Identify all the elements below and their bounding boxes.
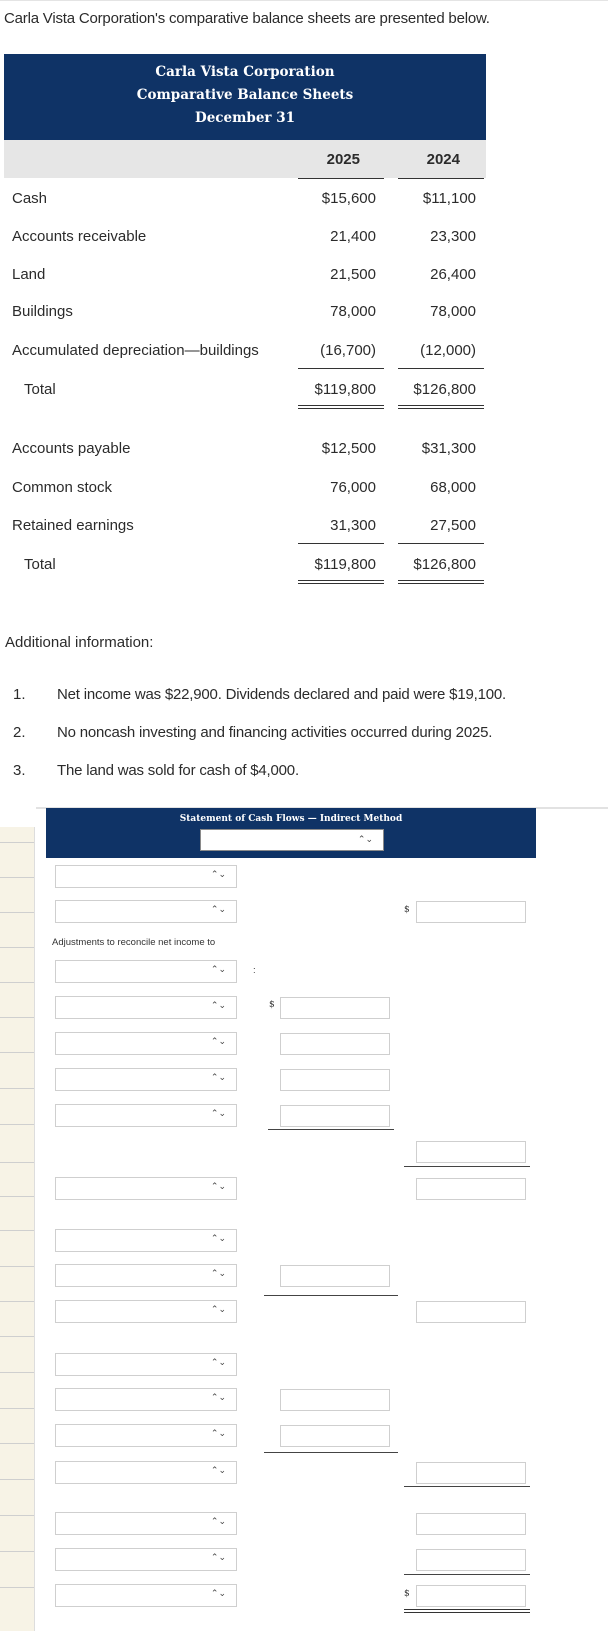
amount-input[interactable] (280, 1389, 390, 1411)
line-item-select[interactable] (55, 960, 237, 983)
subtotal-rule (398, 368, 484, 369)
buildings-2025: 78,000 (330, 303, 376, 320)
total-double-rule (398, 580, 484, 584)
chevron-updown-icon: ⌃⌄ (210, 904, 226, 914)
statement-date: December 31 (194, 110, 296, 126)
line-item-select[interactable] (55, 1264, 237, 1287)
balance-sheet-header (4, 54, 486, 140)
dollar-sign: $ (404, 1589, 410, 1599)
amount-input[interactable] (280, 1069, 390, 1091)
dollar-sign: $ (269, 1000, 275, 1010)
line-item-select[interactable] (55, 1068, 237, 1091)
margin-tick (0, 982, 34, 983)
row-label-buildings: Buildings (12, 303, 73, 320)
margin-tick (0, 1336, 34, 1337)
amount-input[interactable] (416, 1178, 526, 1200)
chevron-updown-icon: ⌃⌄ (210, 1108, 226, 1118)
cash-2024: $11,100 (422, 190, 476, 207)
info-item-number: 1. (13, 686, 26, 703)
subtotal-rule (298, 368, 384, 369)
margin-tick (0, 947, 34, 948)
cash-2025: $15,600 (321, 190, 376, 207)
margin-tick (0, 1266, 34, 1267)
chevron-updown-icon: ⌃⌄ (210, 1000, 226, 1010)
land-2024: 26,400 (430, 266, 476, 283)
re-2024: 27,500 (430, 517, 476, 534)
chevron-updown-icon: ⌃⌄ (210, 1516, 226, 1526)
row-label-accounts-payable: Accounts payable (12, 440, 131, 457)
line-item-select[interactable] (55, 1032, 237, 1055)
cs-2024: 68,000 (430, 479, 476, 496)
margin-tick (0, 842, 34, 843)
row-label-liabilities-total: Total (24, 556, 56, 573)
chevron-updown-icon: ⌃⌄ (210, 1268, 226, 1278)
margin-tick (0, 1017, 34, 1018)
info-item-number: 3. (13, 762, 26, 779)
row-label-accounts-receivable: Accounts receivable (12, 228, 147, 245)
top-divider (0, 0, 608, 1)
cash-flow-title: Statement of Cash Flows — Indirect Method (179, 814, 403, 824)
chevron-updown-icon: ⌃⌄ (210, 1428, 226, 1438)
year-2025-header: 2025 (326, 151, 360, 168)
liab-total-2024: $126,800 (413, 556, 476, 573)
chevron-updown-icon: ⌃⌄ (210, 1465, 226, 1475)
chevron-updown-icon: ⌃⌄ (210, 1233, 226, 1243)
line-item-select[interactable] (55, 996, 237, 1019)
company-name: Carla Vista Corporation (155, 64, 335, 80)
info-item-text: No noncash investing and financing activities occurred during 2025. (57, 724, 493, 741)
margin-tick (0, 1124, 34, 1125)
additional-info-heading: Additional information: (5, 634, 154, 651)
subtotal-underline (404, 1486, 530, 1487)
amount-input[interactable] (416, 1549, 526, 1571)
accum-dep-2024: (12,000) (420, 342, 476, 359)
line-item-select[interactable] (55, 1177, 237, 1200)
total-double-rule (298, 580, 384, 584)
margin-tick (0, 1551, 34, 1552)
ar-2024: 23,300 (430, 228, 476, 245)
column-rule (398, 178, 484, 179)
line-item-select[interactable] (55, 1512, 237, 1535)
amount-input[interactable] (280, 1033, 390, 1055)
margin-tick (0, 1162, 34, 1163)
statement-title: Comparative Balance Sheets (136, 87, 354, 103)
liab-total-2025: $119,800 (314, 556, 376, 573)
dollar-sign: $ (404, 905, 410, 915)
margin-tick (0, 1372, 34, 1373)
subtotal-underline (264, 1452, 398, 1453)
margin-tick (0, 1408, 34, 1409)
amount-input[interactable] (280, 1425, 390, 1447)
margin-tick (0, 1088, 34, 1089)
margin-tick (0, 877, 34, 878)
margin-tick (0, 1587, 34, 1588)
buildings-2024: 78,000 (430, 303, 476, 320)
margin-tick (0, 1515, 34, 1516)
period-select[interactable] (200, 829, 384, 851)
row-label-cash: Cash (12, 190, 48, 207)
assets-total-2024: $126,800 (413, 381, 476, 398)
line-item-select[interactable] (55, 1584, 237, 1607)
subtotal-underline (264, 1295, 398, 1296)
margin-tick (0, 1230, 34, 1231)
row-label-assets-total: Total (24, 381, 56, 398)
chevron-updown-icon: ⌃⌄ (210, 964, 226, 974)
ap-2025: $12,500 (321, 440, 376, 457)
re-2025: 31,300 (330, 517, 376, 534)
subtotal-rule (398, 543, 484, 544)
amount-input[interactable] (280, 1265, 390, 1287)
info-item-number: 2. (13, 724, 26, 741)
line-item-select[interactable] (55, 1229, 237, 1252)
margin-tick (0, 1196, 34, 1197)
row-label-land: Land (12, 266, 46, 283)
amount-input[interactable] (416, 1141, 526, 1163)
row-label-common-stock: Common stock (12, 479, 113, 496)
margin-tick (0, 1301, 34, 1302)
total-double-rule (398, 405, 484, 409)
adjustments-label: Adjustments to reconcile net income to (52, 937, 216, 948)
amount-input[interactable] (416, 1301, 526, 1323)
chevron-updown-icon: ⌃⌄ (210, 1181, 226, 1191)
assets-total-2025: $119,800 (314, 381, 376, 398)
line-item-select[interactable] (55, 865, 237, 888)
line-item-select[interactable] (55, 1424, 237, 1447)
ap-2024: $31,300 (421, 440, 476, 457)
info-item-text: The land was sold for cash of $4,000. (57, 762, 299, 779)
line-item-select[interactable] (55, 1548, 237, 1571)
amount-input[interactable] (416, 1462, 526, 1484)
row-label-accumulated-depreciation: Accumulated depreciation—buildings (12, 342, 259, 359)
chevron-updown-icon: ⌃⌄ (210, 1072, 226, 1082)
subtotal-rule (298, 543, 384, 544)
amount-input[interactable] (416, 1513, 526, 1535)
column-rule (298, 178, 384, 179)
line-item-select[interactable] (55, 1461, 237, 1484)
chevron-updown-icon: ⌃⌄ (210, 1552, 226, 1562)
amount-input[interactable] (416, 901, 526, 923)
intro-text: Carla Vista Corporation's comparative balance sheets are presented below. (4, 10, 490, 27)
land-2025: 21,500 (330, 266, 376, 283)
row-label-retained-earnings: Retained earnings (12, 517, 134, 534)
chevron-updown-icon: ⌃⌄ (357, 834, 373, 844)
margin-tick (0, 912, 34, 913)
amount-input[interactable] (280, 997, 390, 1019)
subtotal-underline (404, 1574, 530, 1575)
chevron-updown-icon: ⌃⌄ (210, 1357, 226, 1367)
subtotal-underline (404, 1166, 530, 1167)
colon-text: : (253, 965, 256, 976)
chevron-updown-icon: ⌃⌄ (210, 1304, 226, 1314)
line-item-select[interactable] (55, 1300, 237, 1323)
amount-input[interactable] (416, 1585, 526, 1607)
year-2024-header: 2024 (426, 151, 460, 168)
subtotal-underline (268, 1129, 394, 1130)
chevron-updown-icon: ⌃⌄ (210, 869, 226, 879)
chevron-updown-icon: ⌃⌄ (210, 1588, 226, 1598)
line-item-select[interactable] (55, 1388, 237, 1411)
chevron-updown-icon: ⌃⌄ (210, 1036, 226, 1046)
margin-tick (0, 1052, 34, 1053)
amount-input[interactable] (280, 1105, 390, 1127)
total-double-rule (298, 405, 384, 409)
info-item-text: Net income was $22,900. Dividends declared and paid were $19,100. (57, 686, 506, 703)
margin-tick (0, 1443, 34, 1444)
margin-tick (0, 1479, 34, 1480)
accum-dep-2025: (16,700) (320, 342, 376, 359)
total-double-rule (404, 1609, 530, 1613)
line-item-select[interactable] (55, 1353, 237, 1376)
cs-2025: 76,000 (330, 479, 376, 496)
line-item-select[interactable] (55, 900, 237, 923)
line-item-select[interactable] (55, 1104, 237, 1127)
ar-2025: 21,400 (330, 228, 376, 245)
chevron-updown-icon: ⌃⌄ (210, 1392, 226, 1402)
